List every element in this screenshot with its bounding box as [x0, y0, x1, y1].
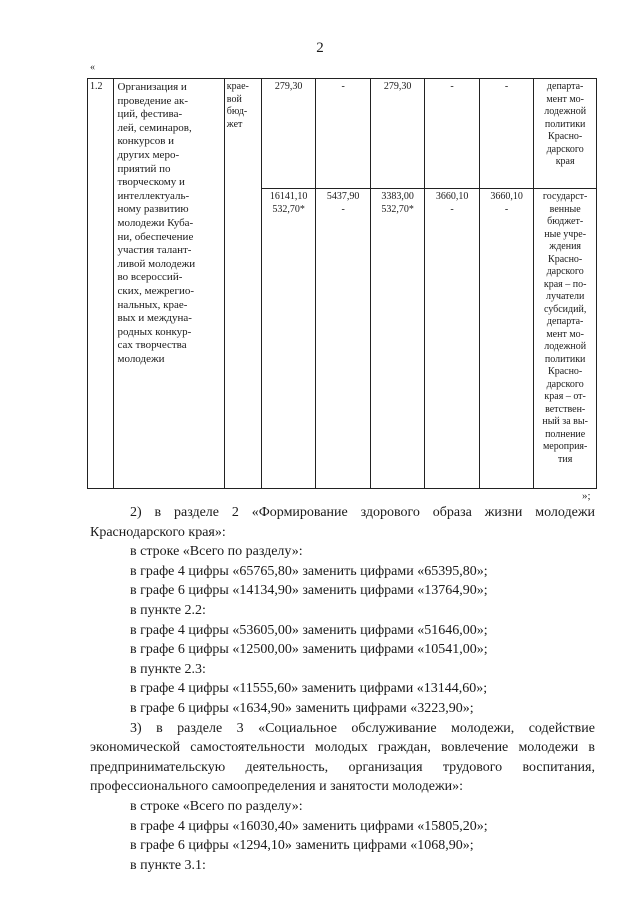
list-item: в графе 6 цифры «12500,00» заменить цифрами «10541,00»;	[130, 642, 488, 658]
executor: государст- венные бюджет- ные учре- ждения Красно- дарского края – по- лучатели субсидий, департа- мент мо- лодежной политики Красно- дарского края – от- ветствен- ный за вы- полнение мероприя- тия	[542, 191, 588, 465]
year4-value-extra: -	[504, 203, 509, 215]
year2-cell	[370, 189, 424, 489]
paragraph-section-2: 2) в разделе 2 «Формирование здорового образа жизни молодежи Краснодарского края»:	[90, 505, 595, 540]
year2-value: 3383,00	[381, 191, 414, 202]
list-item: в графе 4 цифры «16030,40» заменить цифрами «15805,20»;	[130, 818, 488, 834]
event-name-cell	[113, 79, 224, 489]
total-value-extra: 532,70*	[272, 203, 305, 215]
paragraph-section-3: 3) в разделе 3 «Социальное обслуживание молодежи, содействие экономической самостоятельности молодых граждан, вовлечение молодежи в предпринимательскую деятельность, организация трудового воспитания, профессионального самоопределения и занятости молодежи»:	[90, 720, 595, 795]
funding-source: крае- вой бюд- жет	[226, 81, 249, 130]
list-item: в графе 4 цифры «11555,60» заменить цифрами «13144,60»;	[130, 681, 488, 697]
total-cell: 279,30	[261, 79, 315, 189]
year1-value-extra: -	[341, 203, 345, 215]
list-item: в строке «Всего по разделу»:	[130, 544, 303, 560]
year2-value-extra: 532,70*	[381, 203, 414, 215]
year3-value: 3660,10	[435, 191, 469, 202]
row-number-cell: 1.2	[88, 79, 114, 489]
open-quote: «	[90, 62, 95, 73]
executor: департа- мент мо- лодежной политики Красно- дарского края	[544, 81, 587, 167]
list-item: в графе 6 цифры «14134,90» заменить цифрами «13764,90»;	[130, 583, 488, 599]
year4-cell: -	[479, 79, 533, 189]
event-name: Организация и проведение ак- ций, фестива- лей, семинаров, конкурсов и других меро- приятий по творческому и интеллектуаль- ному развитию молодежи Куба- ни, обеспечение участия талант- ливой молодежи во всероссий- ских, межрегио- нальных, крае- вых и междуна- родных конкур- сах творчества молодежи	[117, 81, 196, 365]
year3-value-extra: -	[450, 203, 454, 215]
year1-value: 5437,90	[326, 191, 360, 202]
list-item: в графе 4 цифры «65765,80» заменить цифрами «65395,80»;	[130, 563, 488, 579]
year3-cell	[425, 189, 479, 489]
program-table	[87, 78, 597, 489]
source-cell	[224, 79, 261, 489]
list-item: в пункте 3.1:	[130, 857, 206, 873]
list-item: в графе 4 цифры «53605,00» заменить цифрами «51646,00»;	[130, 622, 488, 638]
year1-cell	[316, 189, 370, 489]
amendment-text	[90, 503, 595, 875]
year3-cell: -	[425, 79, 479, 189]
list-item: в пункте 2.3:	[130, 661, 206, 677]
list-item: в пункте 2.2:	[130, 602, 206, 618]
executor-cell	[534, 189, 597, 489]
year1-cell: -	[316, 79, 370, 189]
total-cell	[261, 189, 315, 489]
list-item: в строке «Всего по разделу»:	[130, 798, 303, 814]
year4-value: 3660,10	[490, 191, 523, 202]
table-row	[88, 79, 597, 189]
year2-cell: 279,30	[370, 79, 424, 189]
page-number: 2	[316, 40, 324, 56]
list-item: в графе 6 цифры «1294,10» заменить цифрами «1068,90»;	[130, 838, 474, 854]
close-quote: »;	[582, 490, 591, 502]
executor-cell	[534, 79, 597, 189]
list-item: в графе 6 цифры «1634,90» заменить цифрами «3223,90»;	[130, 700, 474, 716]
year4-cell	[479, 189, 533, 489]
total-value: 16141,10	[269, 191, 308, 202]
